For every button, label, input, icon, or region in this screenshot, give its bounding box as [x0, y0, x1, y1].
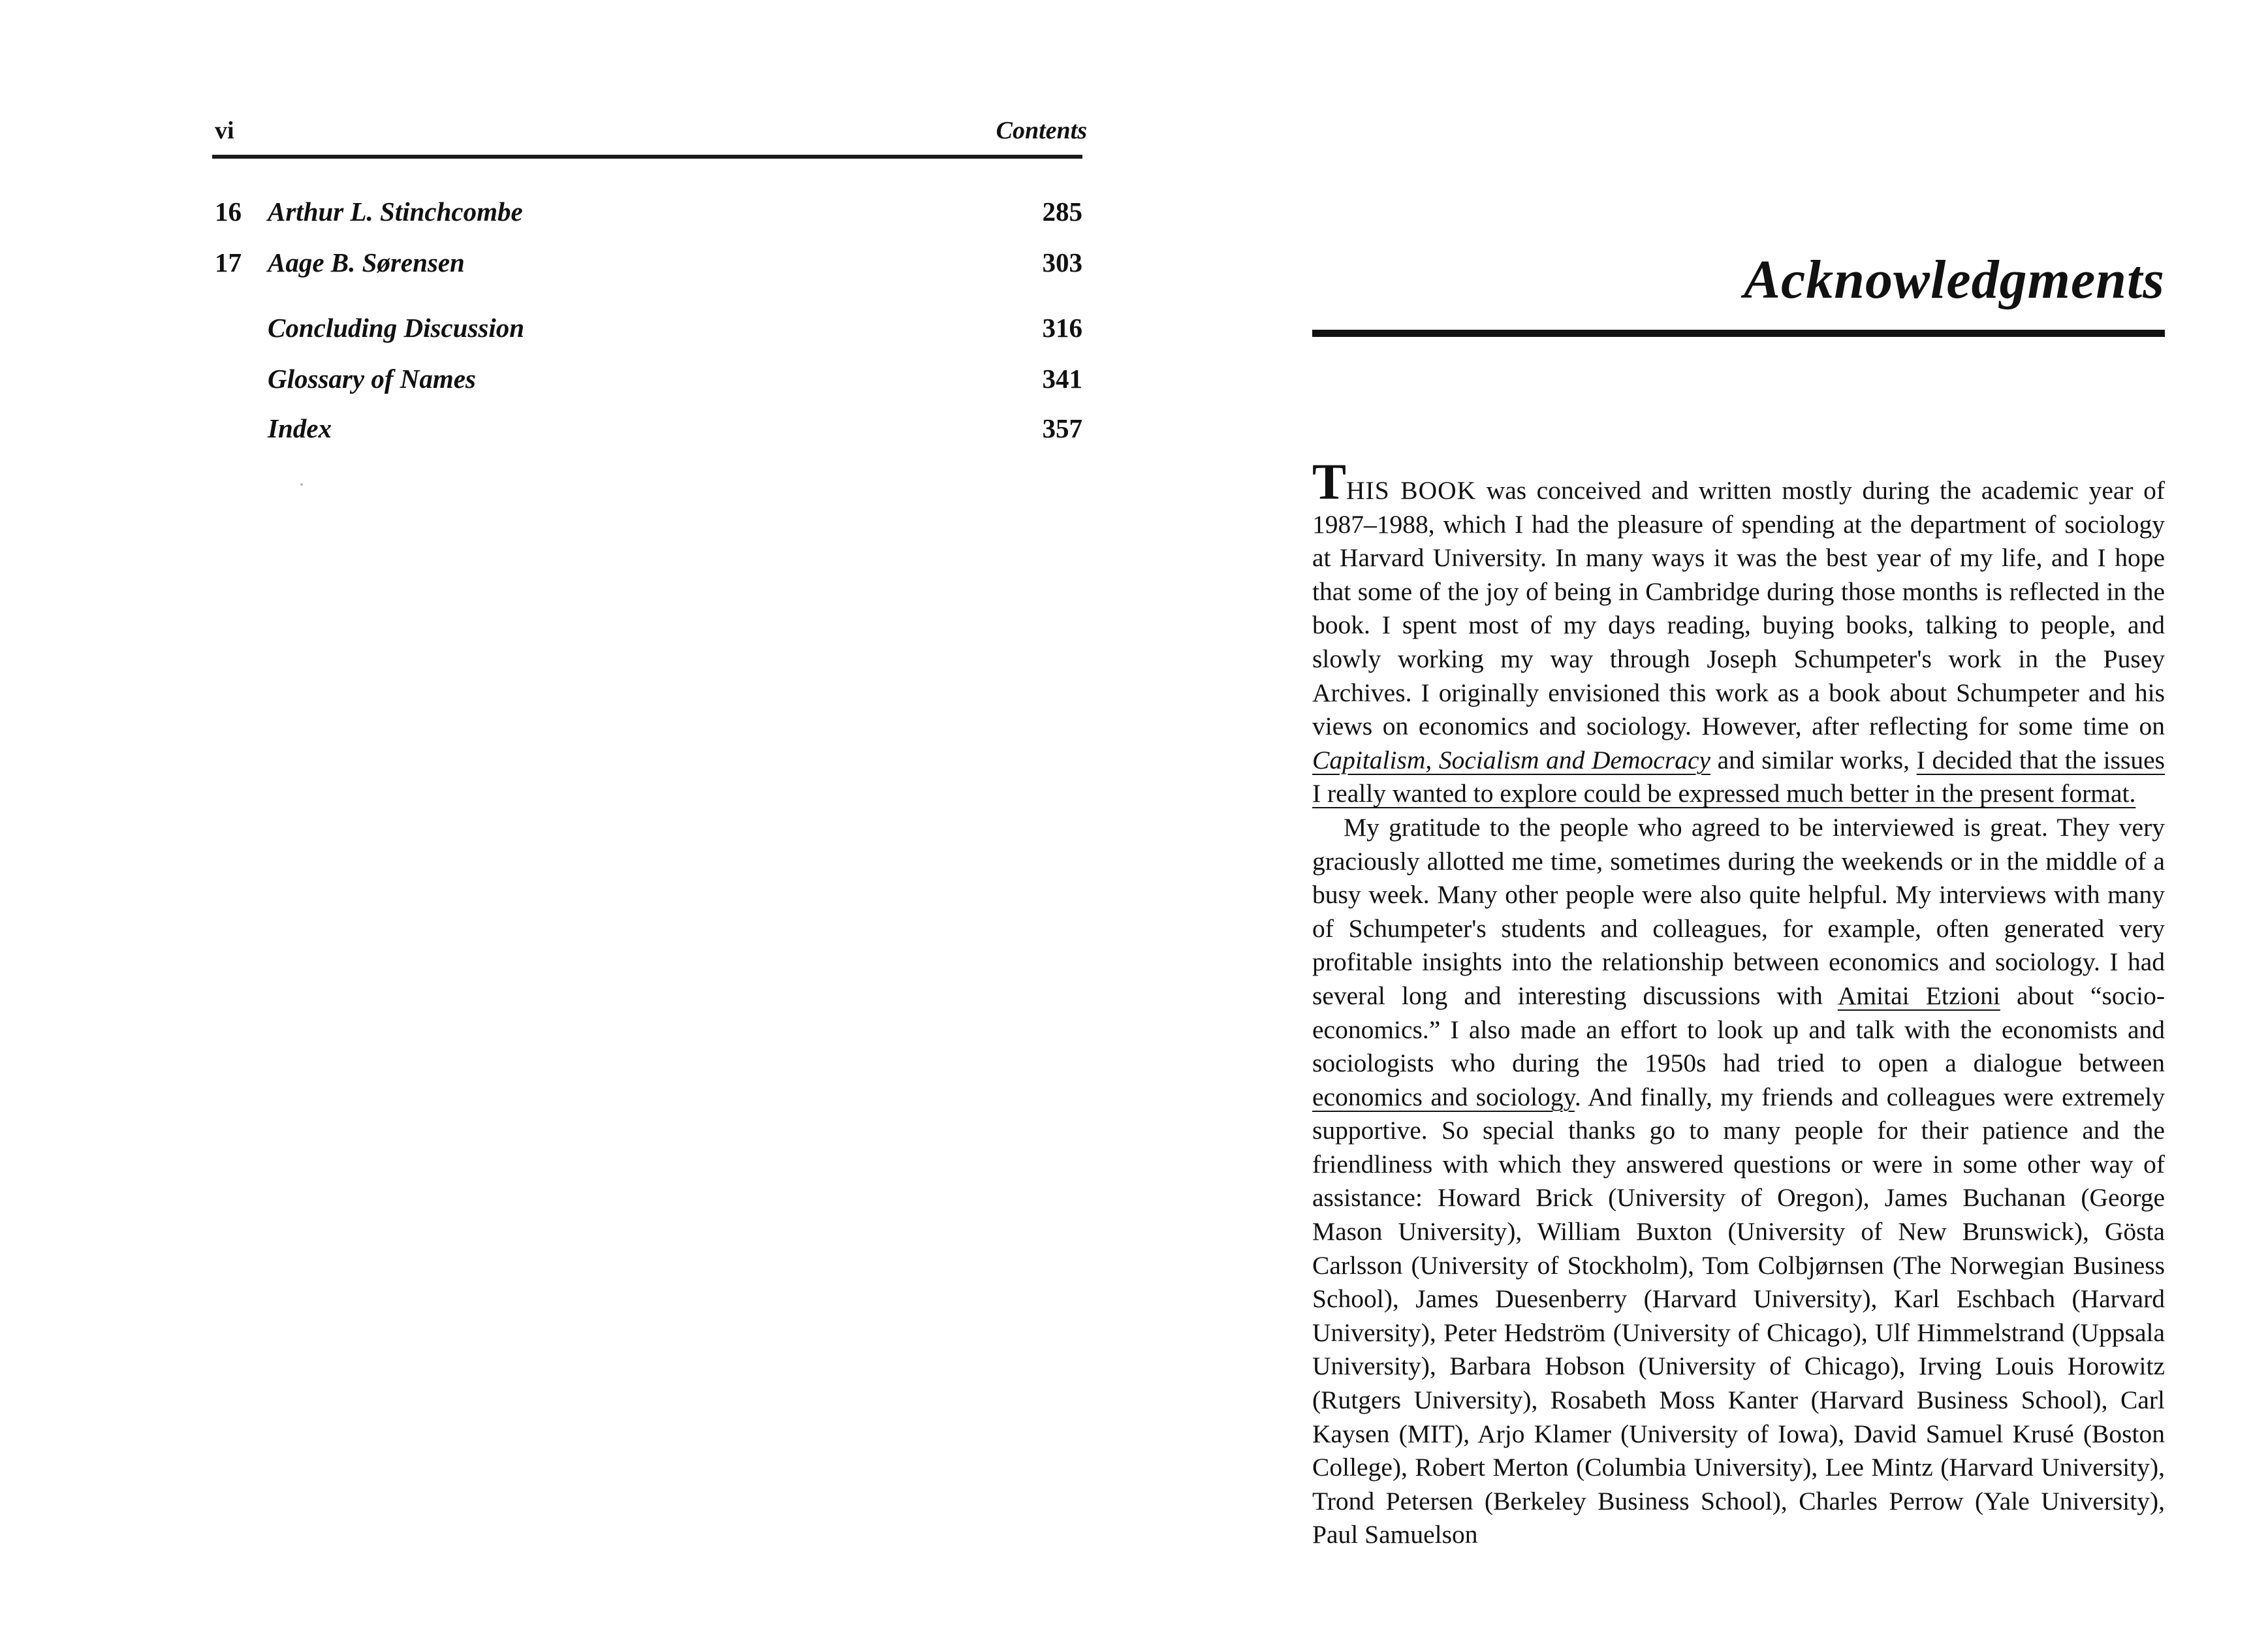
opening-words: HIS BOOK — [1346, 476, 1477, 505]
left-page — [212, 111, 1087, 443]
toc-entry — [212, 312, 1082, 351]
paragraph-text: about “socio-economics.” I also made an effort to look up and talk with the economists and sociologists who during the 1950s had tried to open a dialogue between — [1312, 981, 2166, 1078]
paragraph — [1312, 453, 2165, 811]
toc-entry-title: Arthur L. Stinchcombe — [268, 197, 523, 227]
toc-chapter-number: 17 — [215, 247, 242, 277]
underlined-passage: I decided that the issues I really wanted to explore could be expressed much better in the present format. — [1312, 745, 2165, 808]
running-title: Contents — [996, 117, 1087, 144]
paragraph-text: . And finally, my friends and colleagues were extremely supportive. So special thanks go to many people for their patience and the friendliness with which they answered questions or were in some other way of assistance: Howard Brick (University of Oregon), James Buchanan (George Mason University), William Buxton (University of New Brunswick), Gösta Carlsson (University of Stockholm), Tom Colbjørnsen (The Norwegian Business School), James Duesenberry (Harvard University), Karl Eschbach (Harvard University), Peter Hedström (University of Chicago), Ulf Himmelstrand (Uppsala University), Barbara Hobson (University of Chicago), Irving Louis Horowitz (Rutgers University), Rosabeth Moss Kanter (Harvard Business School), Carl Kaysen (MIT), Arjo Klamer (University of Iowa), David Samuel Krusé (Boston College), Robert Merton (Columbia University), Lee Mintz (Harvard University), Trond Petersen (Berkeley Business School), Charles Perrow (Yale University), Paul Samuelson — [1312, 1082, 2165, 1549]
underlined-topic: economics and sociology — [1312, 1082, 1575, 1111]
toc-page-number: 316 — [1042, 313, 1082, 343]
toc-entry-title: Index — [268, 413, 332, 443]
toc-page-number: 341 — [1042, 364, 1082, 394]
toc-entry — [212, 413, 1082, 452]
header-rule — [212, 155, 1082, 159]
toc-entry — [212, 196, 1082, 235]
toc-page-number: 303 — [1042, 247, 1082, 277]
toc-entry — [212, 363, 1082, 402]
underlined-name: Amitai Etzioni — [1837, 981, 2000, 1010]
paragraph — [1312, 811, 2165, 1552]
toc-entry-title: Aage B. Sørensen — [268, 247, 465, 277]
toc-entry-title: Glossary of Names — [268, 364, 476, 394]
page-number: vi — [215, 117, 234, 144]
scan-speck — [300, 483, 303, 486]
toc-entry-title: Concluding Discussion — [268, 313, 525, 343]
paragraph-text: was conceived and written mostly during the academic year of 1987–1988, which I had the pleasure of spending at the department of sociology at Harvard University. In many ways it was the best year of my life, and I hope that some of the joy of being in Cambridge during those months is reflected in the book. I spent most of my days reading, buying books, talking to people, and slowly working my way through Joseph Schumpeter's work in the Pusey Archives. I originally envisioned this work as a book about Schumpeter and his views on economics and sociology. However, after reflecting for some time on — [1312, 476, 2165, 741]
paragraph-text: My gratitude to the people who agreed to be interviewed is great. They very graciously allotted me time, sometimes during the weekends or in the middle of a busy week. Many other people were also quite helpful. My interviews with many of Schumpeter's students and colleagues, for example, often generated very profitable insights into the relationship between economics and sociology. I had several long and interesting discussions with — [1312, 812, 2165, 1010]
chapter-title: Acknowledgments — [1743, 249, 2165, 310]
book-title: Capitalism, Socialism and Democracy — [1312, 745, 1711, 774]
toc-page-number: 357 — [1042, 413, 1082, 443]
toc-page-number: 285 — [1042, 197, 1082, 227]
chapter-title-rule — [1312, 330, 2165, 337]
paragraph-text: and similar works, — [1710, 745, 1917, 774]
acknowledgments-body — [1312, 453, 2166, 1552]
toc-entry — [212, 247, 1082, 286]
toc-chapter-number: 16 — [215, 197, 242, 227]
running-head — [212, 111, 1087, 157]
drop-cap: T — [1312, 453, 1347, 510]
